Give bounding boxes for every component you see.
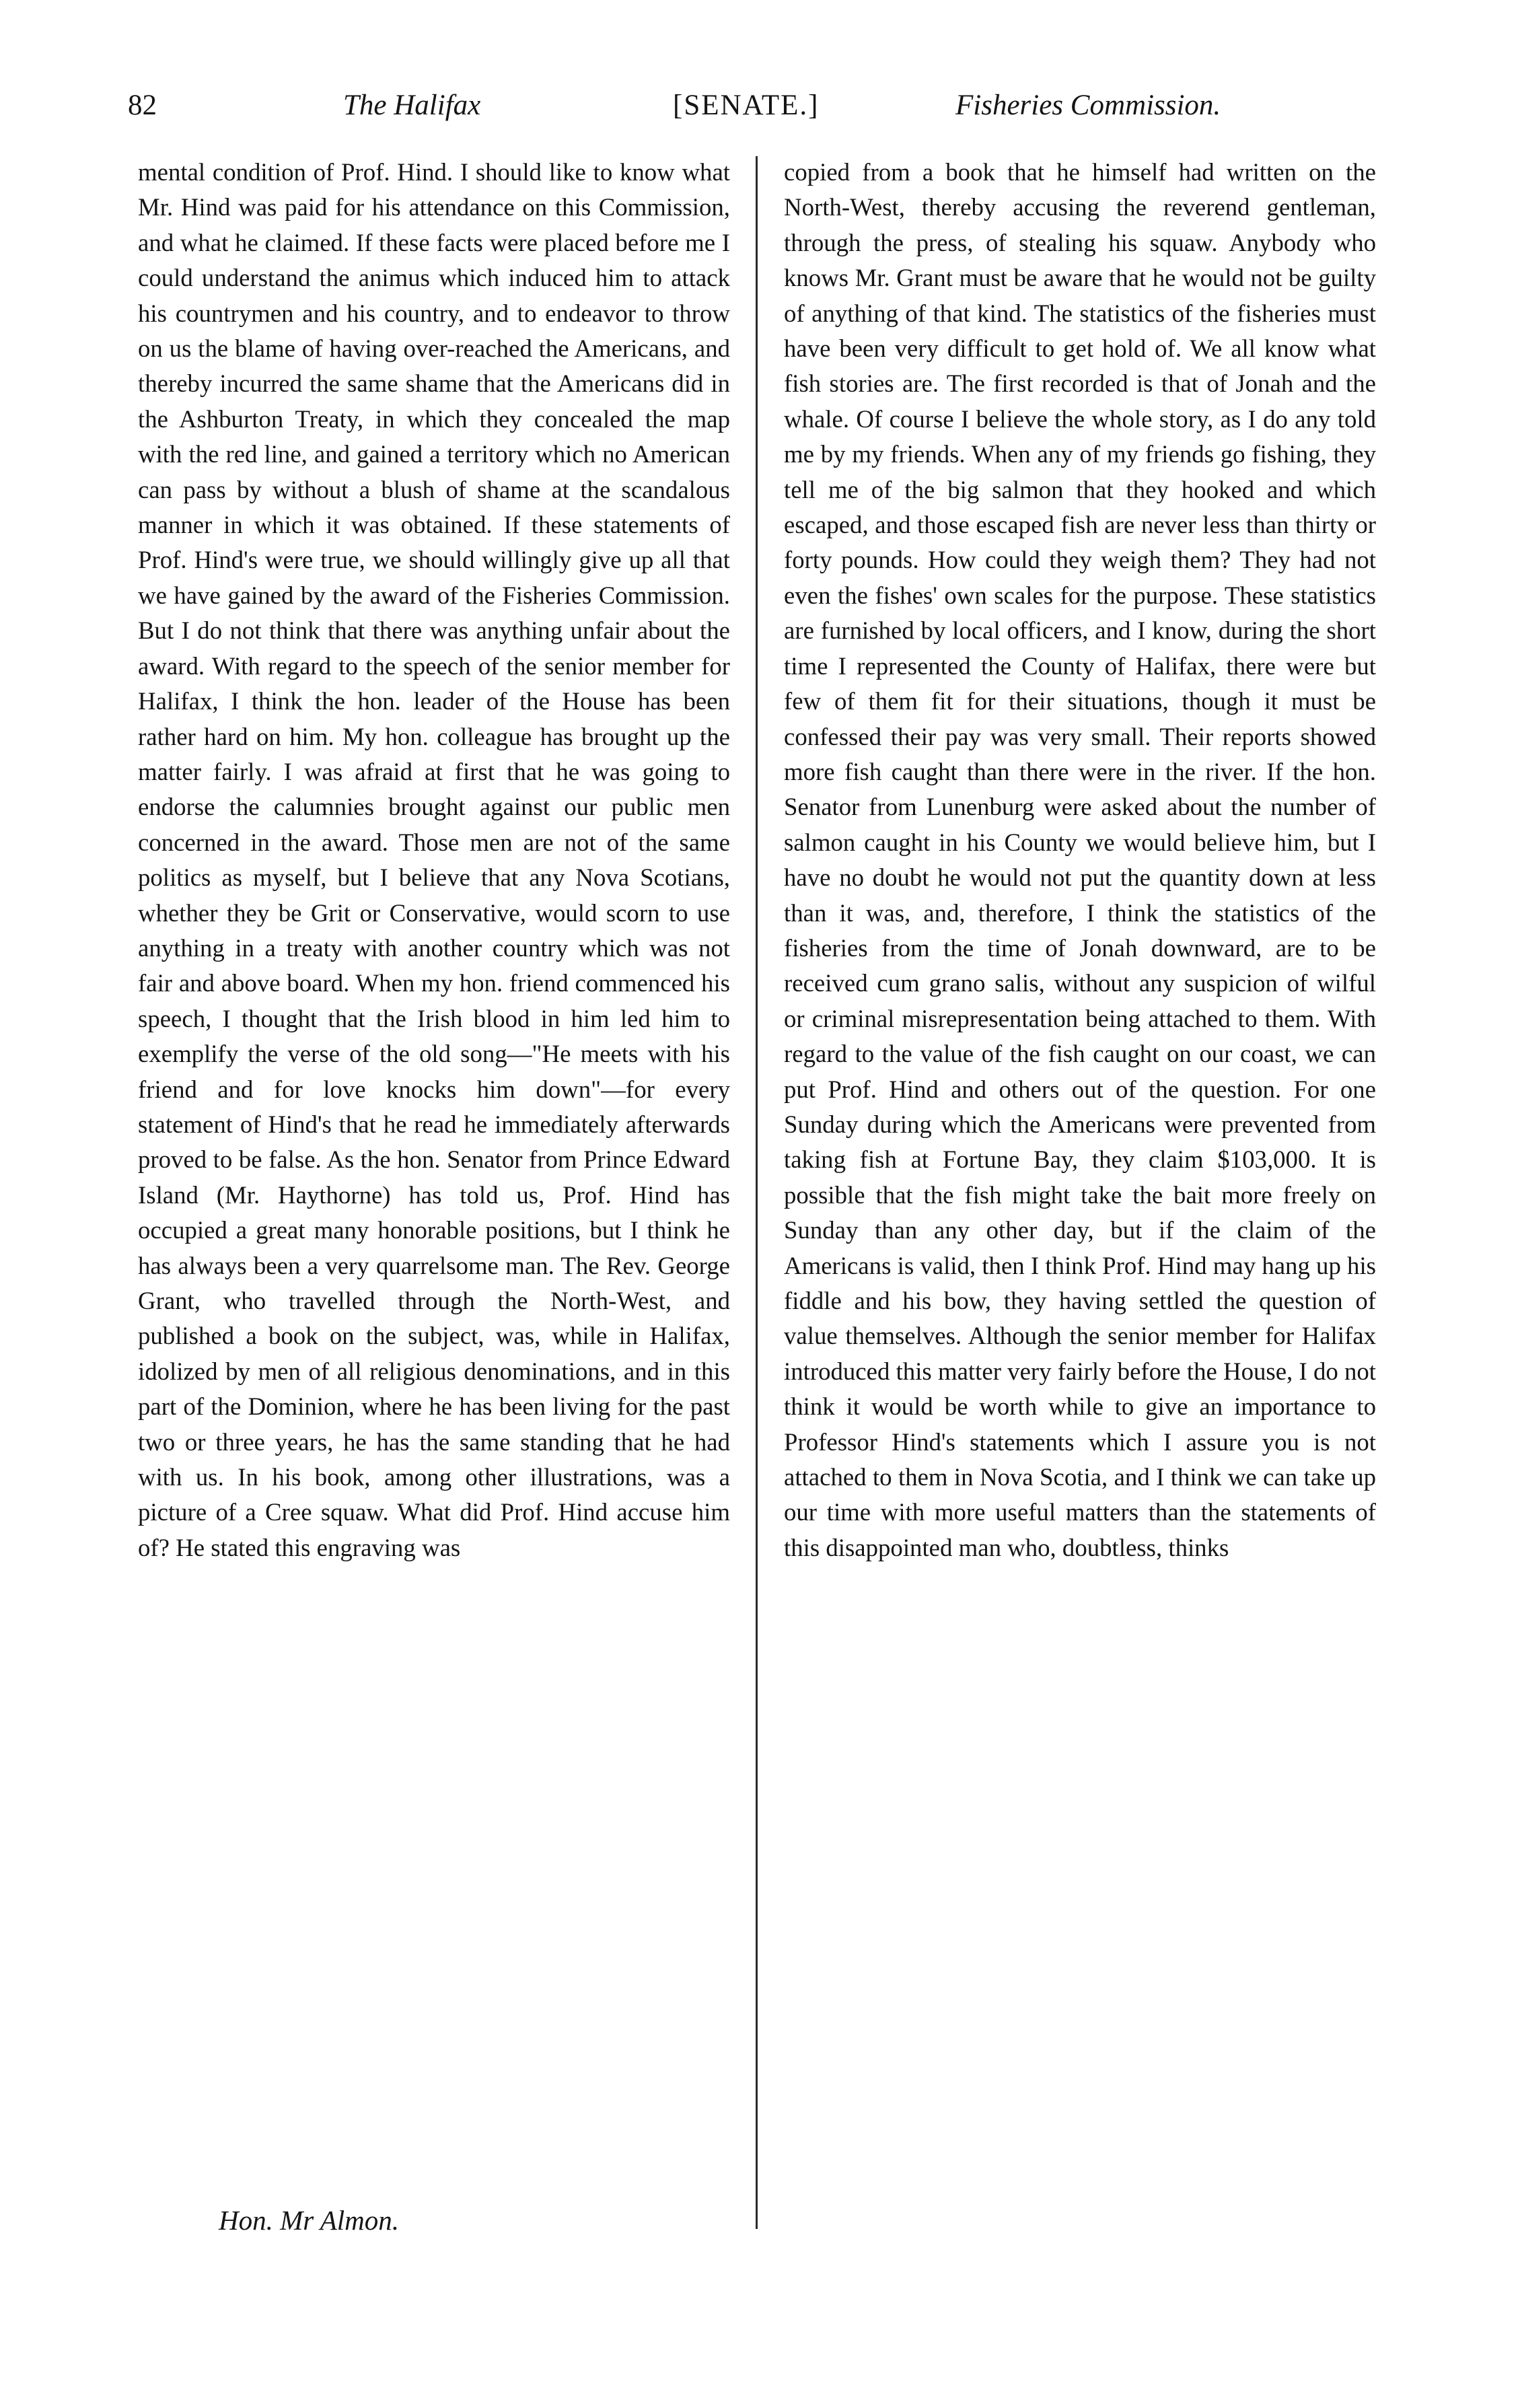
left-column xyxy=(138,155,730,1565)
page-number: 82 xyxy=(128,90,157,121)
page-header xyxy=(128,89,1265,136)
running-title-center: [SENATE.] xyxy=(673,90,820,121)
running-title-right: Fisheries Commission. xyxy=(955,90,1221,121)
left-column-text: mental condition of Prof. Hind. I should like to know what Mr. Hind was paid for his attendance on this Commission, and what he claimed. If these facts were placed before me I could understand the animus which induced him to attack his countrymen and his country, and to endeavor to throw on us the blame of having over-reached the Americans, and thereby incurred the same shame that the Americans did in the Ashburton Treaty, in which they concealed the map with the red line, and gained a territory which no American can pass by without a blush of shame at the scandalous manner in which it was obtained. If these statements of Prof. Hind's were true, we should willingly give up all that we have gained by the award of the Fisheries Commission. But I do not think that there was anything unfair about the award. With regard to the speech of the senior member for Halifax, I think the hon. leader of the House has been rather hard on him. My hon. colleague has brought up the matter fairly. I was afraid at first that he was going to endorse the calumnies brought against our public men concerned in the award. Those men are not of the same politics as myself, but I believe that any Nova Scotians, whether they be Grit or Conservative, would scorn to use anything in a treaty with another country which was not fair and above board. When my hon. friend commenced his speech, I thought that the Irish blood in him led him to exemplify the verse of the old song—"He meets with his friend and for love knocks him down"—for every statement of Hind's that he read he immediately afterwards proved to be false. As the hon. Senator from Prince Edward Island (Mr. Haythorne) has told us, Prof. Hind has occupied a great many honorable positions, but I think he has always been a very quarrelsome man. The Rev. George Grant, who travelled through the North-West, and published a book on the subject, was, while in Halifax, idolized by men of all religious denominations, and in this part of the Dominion, where he has been living for the past two or three years, he has the same standing that he had with us. In his book, among other illustrations, was a picture of a Cree squaw. What did Prof. Hind accuse him of? He stated this engraving was xyxy=(138,158,730,1561)
right-column xyxy=(784,155,1376,1565)
speaker-footer: Hon. Mr Almon. xyxy=(219,2205,400,2236)
running-title-left: The Halifax xyxy=(343,90,481,121)
column-divider xyxy=(756,156,758,2229)
right-column-text: copied from a book that he himself had written on the North-West, thereby accusing the reverend gentleman, through the press, of stealing his squaw. Anybody who knows Mr. Grant must be aware that he would not be guilty of anything of that kind. The statistics of the fisheries must have been very difficult to get hold of. We all know what fish stories are. The first recorded is that of Jonah and the whale. Of course I believe the whole story, as I do any told me by my friends. When any of my friends go fishing, they tell me of the big salmon that they hooked and which escaped, and those escaped fish are never less than thirty or forty pounds. How could they weigh them? They had not even the fishes' own scales for the purpose. These statistics are furnished by local officers, and I know, during the short time I represented the County of Halifax, there were but few of them fit for their situations, though it must be confessed their pay was very small. Their reports showed more fish caught than there were in the river. If the hon. Senator from Lunenburg were asked about the number of salmon caught in his County we would believe him, but I have no doubt he would not put the quantity down at less than it was, and, therefore, I think the statistics of the fisheries from the time of Jonah downward, are to be received cum grano salis, without any suspicion of wilful or criminal misrepresentation being attached to them. With regard to the value of the fish caught on our coast, we can put Prof. Hind and others out of the question. For one Sunday during which the Americans were prevented from taking fish at Fortune Bay, they claim $103,000. It is possible that the fish might take the bait more freely on Sunday than any other day, but if the claim of the Americans is valid, then I think Prof. Hind may hang up his fiddle and his bow, they having settled the question of value themselves. Although the senior member for Halifax introduced this matter very fairly before the House, I do not think it would be worth while to give an importance to Professor Hind's statements which I assure you is not attached to them in Nova Scotia, and I think we can take up our time with more useful matters than the statements of this disappointed man who, doubtless, thinks xyxy=(784,158,1376,1561)
